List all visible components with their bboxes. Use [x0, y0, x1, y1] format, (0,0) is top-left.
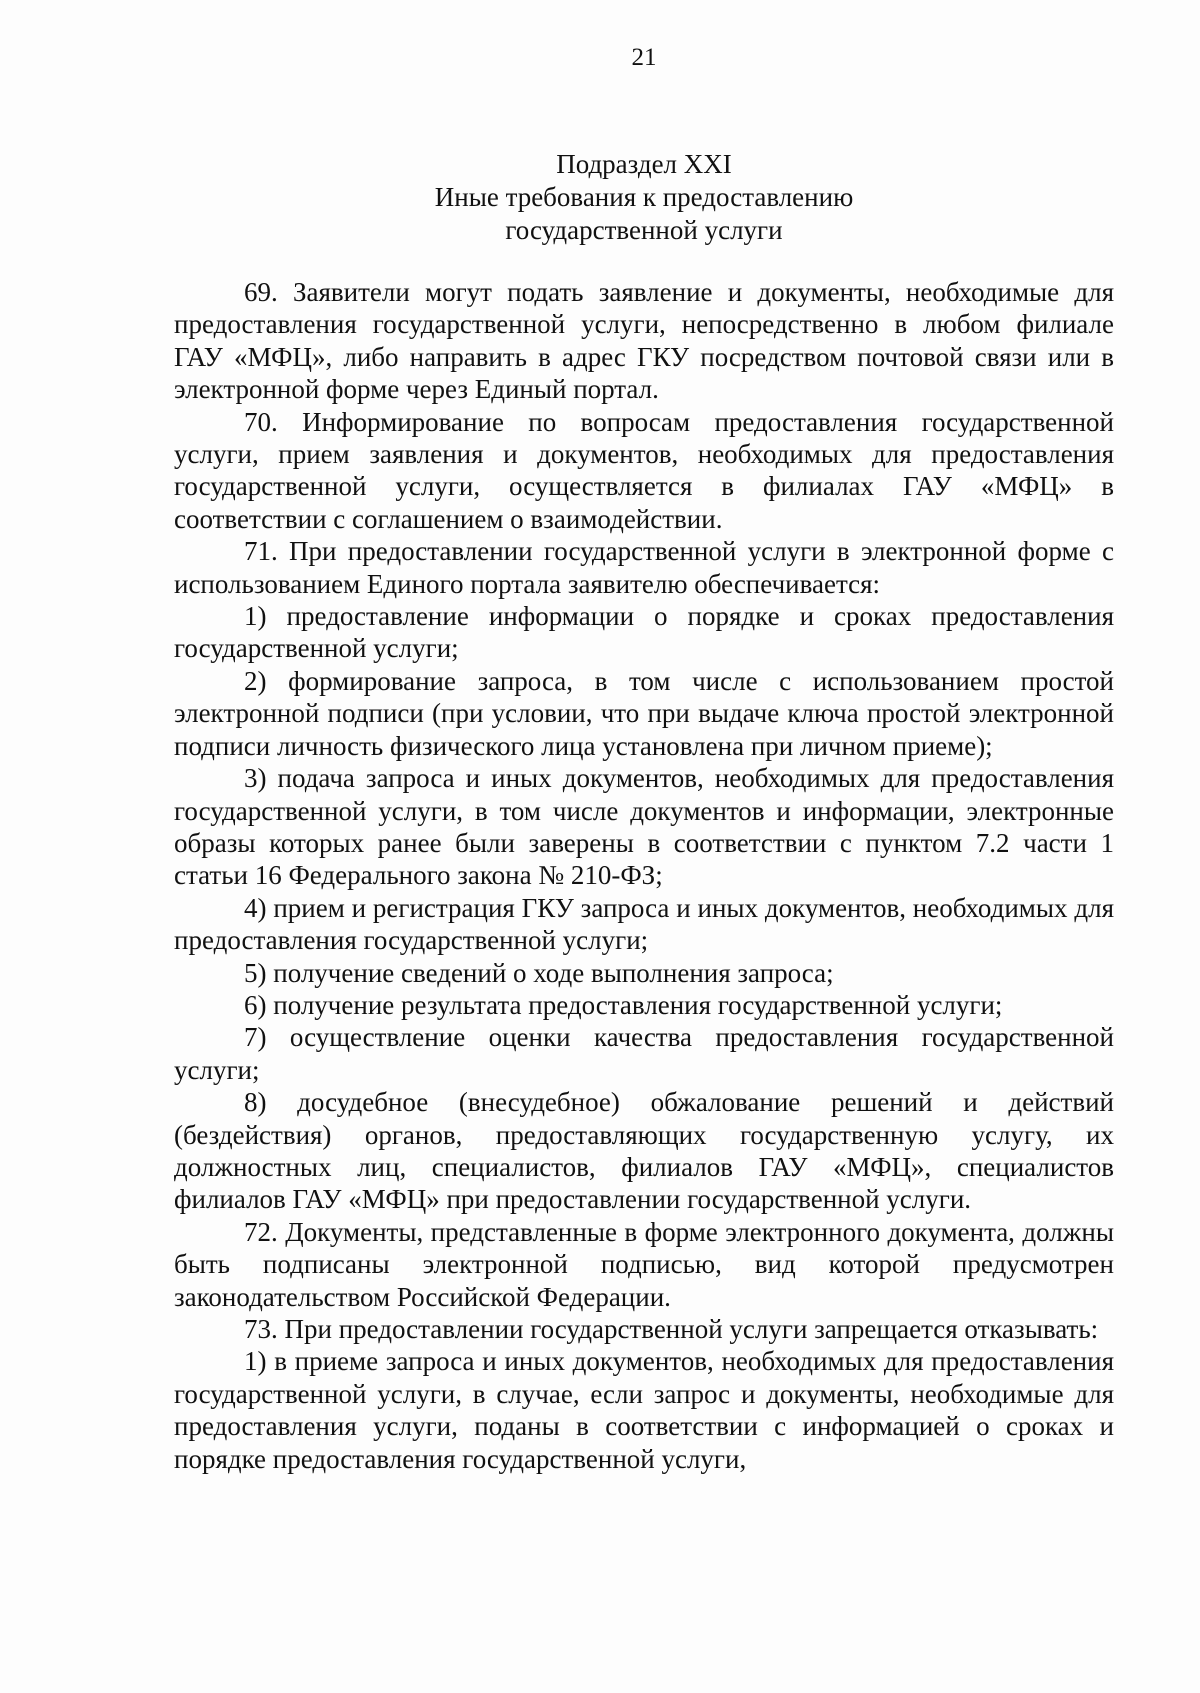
list-item-71-5: 5) получение сведений о ходе выполнения запроса;	[244, 957, 834, 988]
subsection-subtitle-line-1: Иные требования к предоставлению	[434, 182, 854, 212]
page-number: 21	[631, 44, 657, 71]
document-body	[174, 276, 1114, 1475]
list-item-71-2: 2) формирование запроса, в том числе с использованием простой электронной подписи (при условии, что при выдаче ключа простой электронной подписи личность физического лица установлена при личном приеме);	[174, 665, 1114, 761]
paragraph-72: 72. Документы, представленные в форме электронного документа, должны быть подписаны электронной подписью, вид которой предусмотрен законодательством Российской Федерации.	[174, 1216, 1114, 1312]
list-item-71-8: 8) досудебное (внесудебное) обжалование решений и действий (бездействия) органов, предоставляющих государственную услугу, их должностных лиц, специалистов, филиалов ГАУ «МФЦ», специалистов филиалов ГАУ «МФЦ» при предоставлении государственной услуги.	[174, 1087, 1114, 1215]
list-item-71-1: 1) предоставление информации о порядке и сроках предоставления государственной услуги;	[174, 601, 1114, 664]
paragraph-73: 73. При предоставлении государственной услуги запрещается отказывать:	[244, 1314, 1099, 1344]
list-item-71-4: 4) прием и регистрация ГКУ запроса и иных документов, необходимых для предоставления государственной услуги;	[174, 892, 1114, 956]
subsection-subtitle-line-2: государственной услуги	[505, 215, 783, 245]
list-item-71-7: 7) осуществление оценки качества предоставления государственной услуги;	[174, 1022, 1114, 1085]
paragraph-70: 70. Информирование по вопросам предоставления государственной услуги, прием заявления и документов, необходимых для предоставления государственной услуги, осуществляется в филиалах ГАУ «МФЦ» в соответствии с соглашением о взаимодействии.	[174, 406, 1114, 534]
list-item-73-1: 1) в приеме запроса и иных документов, необходимых для предоставления государственной услуги, в случае, если запрос и документы, необходимые для предоставления услуги, поданы в соответствии с информацией о сроках и порядке предоставления государственной услуги,	[174, 1346, 1114, 1474]
subsection-title: Подраздел XXI	[556, 149, 732, 179]
list-item-71-3: 3) подача запроса и иных документов, необходимых для предоставления государственной услуги, в том числе документов и информации, электронные образы которых ранее были заверены в соответствии с пунктом 7.2 части 1 статьи 16 Федерального закона № 210-ФЗ;	[174, 763, 1114, 891]
paragraph-69: 69. Заявители могут подать заявление и документы, необходимые для предоставления государственной услуги, непосредственно в любом филиале ГАУ «МФЦ», либо направить в адрес ГКУ посредством почтовой связи или в электронной форме через Единый портал.	[174, 277, 1114, 405]
list-item-71-6: 6) получение результата предоставления государственной услуги;	[244, 989, 1003, 1020]
section-heading	[0, 148, 1200, 247]
paragraph-71: 71. При предоставлении государственной услуги в электронной форме с использованием Единого портала заявителю обеспечивается:	[174, 536, 1114, 599]
